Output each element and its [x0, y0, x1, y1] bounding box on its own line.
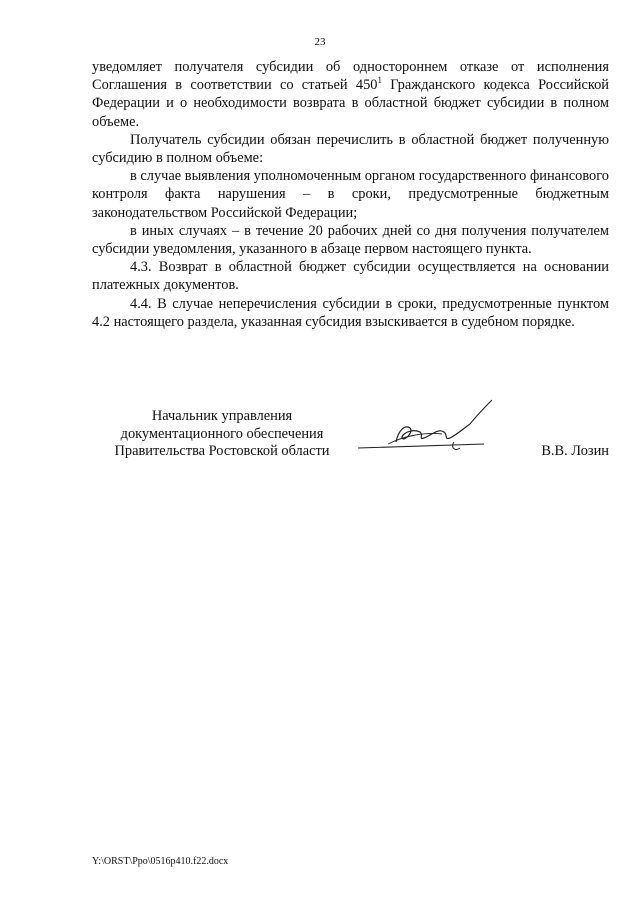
signatory-position-line3: Правительства Ростовской области [114, 443, 330, 459]
signatory-position [92, 408, 352, 461]
paragraph-notification-text: уведомляет получателя субсидии об одностороннем отказе от исполнения Соглашения в соответствии со статьей 450 [92, 59, 609, 94]
paragraph-case-violation: в случае выявления уполномоченным органом государственного финансового контроля факта нарушения – в сроки, предусмотренные бюджетным законодательством Российской Федерации; [92, 168, 609, 221]
article-superscript: 1 [377, 75, 382, 86]
document-body [92, 58, 609, 331]
paragraph-case-other: в иных случаях – в течение 20 рабочих дней со дня получения получателем субсидии уведомления, указанного в абзаце первом настоящего пункта. [92, 222, 609, 258]
paragraph-obligation: Получатель субсидии обязан перечислить в областной бюджет полученную субсидию в полном объеме: [92, 131, 609, 167]
paragraph-notification [92, 58, 609, 131]
paragraph-4-4: 4.4. В случае неперечисления субсидии в сроки, предусмотренные пунктом 4.2 настоящего раздела, указанная субсидия взыскивается в судебном порядке. [92, 295, 609, 330]
paragraph-notification-rest: Гражданского кодекса Российской Федерации и о необходимости возврата в областной бюджет субсидии в полном объеме. [92, 77, 609, 130]
signatory-position-line2: документационного обеспечения [120, 425, 324, 442]
signatory-position-line1: Начальник управления [151, 408, 293, 424]
handwritten-signature [354, 398, 494, 460]
signatory-name: В.В. Лозин [541, 443, 609, 459]
footer-file-path: Y:\ORST\Ppo\0516p410.f22.docx [92, 856, 229, 867]
paragraph-4-3: 4.3. Возврат в областной бюджет субсидии осуществляется на основании платежных документов. [92, 259, 609, 294]
signature-block [92, 408, 609, 478]
page-number: 23 [314, 36, 326, 48]
